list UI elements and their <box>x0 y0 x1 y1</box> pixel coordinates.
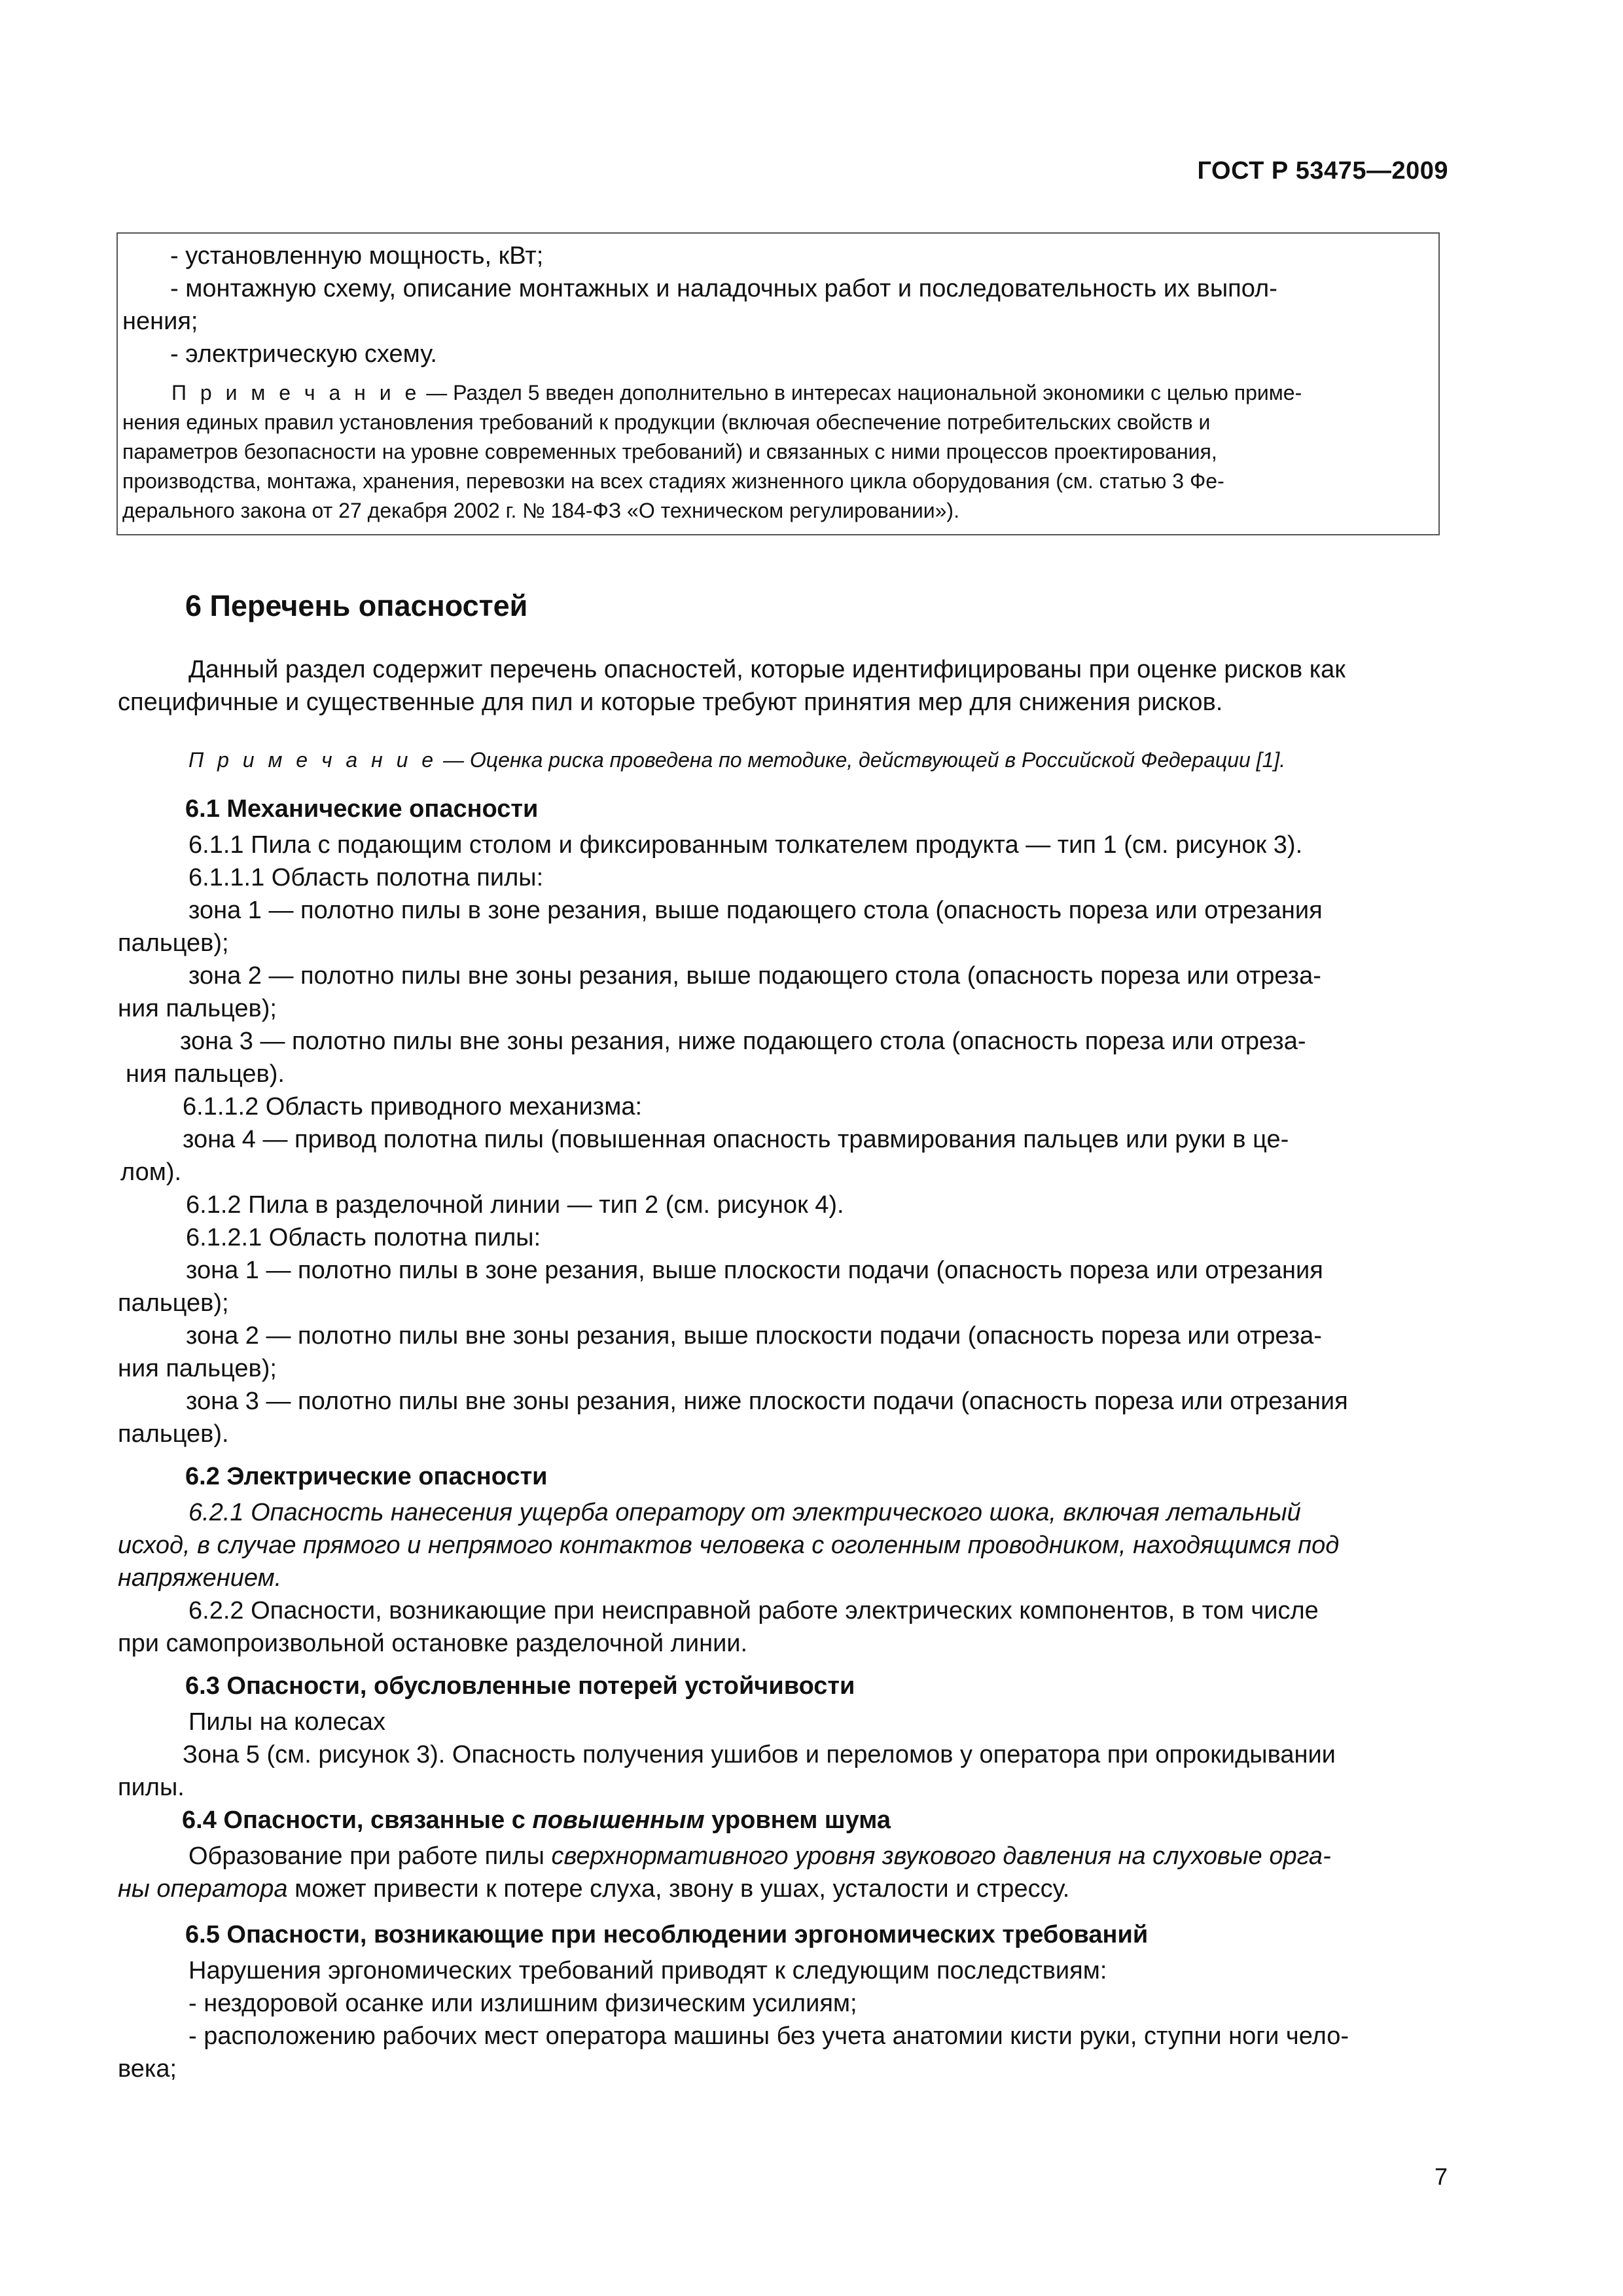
text-line: исход, в случае прямого и непрямого контактов человека с оголенным проводником, находящимся под <box>118 1532 1340 1559</box>
text-line: зона 2 — полотно пилы вне зоны резания, выше подающего стола (опасность пореза или отреза- <box>188 962 1321 990</box>
text-line: 6.1.1 Пила с подающим столом и фиксированным толкателем продукта — тип 1 (см. рисунок 3). <box>188 831 1303 859</box>
box-note-line: нения единых правил установления требований к продукции (включая обеспечение потребительских свойств и <box>122 410 1211 434</box>
box-note-line: производства, монтажа, хранения, перевозки на всех стадиях жизненного цикла оборудования (см. статью 3 Фе- <box>122 469 1224 493</box>
text-line: зона 1 — полотно пилы в зоне резания, выше подающего стола (опасность пореза или отрезания <box>188 897 1323 924</box>
subsection-6-1-title: 6.1 Механические опасности <box>185 795 539 823</box>
text-line: Нарушения эргономических требований приводят к следующим последствиям: <box>188 1957 1107 1984</box>
text-line: пальцев); <box>118 1289 229 1317</box>
text-line: зона 2 — полотно пилы вне зоны резания, выше плоскости подачи (опасность пореза или отреза- <box>186 1322 1322 1350</box>
text-line: напряжением. <box>118 1564 282 1592</box>
text-line: 6.1.1.2 Область приводного механизма: <box>183 1093 643 1121</box>
text-line: 6.2.2 Опасности, возникающие при неисправной работе электрических компонентов, в том числе <box>188 1597 1319 1624</box>
text-line: - расположению рабочих мест оператора машины без учета анатомии кисти руки, ступни ноги чело- <box>188 2022 1349 2050</box>
subsection-6-4-title: 6.4 Опасности, связанные с повышенным уровнем шума <box>182 1806 891 1834</box>
box-line: - электрическую схему. <box>170 340 437 368</box>
text-line: ния пальцев). <box>126 1060 285 1088</box>
note-label: П р и м е ч а н и е <box>188 748 438 772</box>
text-line: лом). <box>120 1158 182 1186</box>
boxed-section-continuation <box>116 232 1440 535</box>
page-number: 7 <box>1434 2163 1448 2190</box>
text-line: Пилы на колесах <box>188 1708 386 1736</box>
text-line: 6.2.1 Опасность нанесения ущерба оператору от электрического шока, включая летальный <box>188 1499 1301 1526</box>
subsection-6-2-title: 6.2 Электрические опасности <box>185 1463 548 1490</box>
text-line: Зона 5 (см. рисунок 3). Опасность получения ушибов и переломов у оператора при опрокидывании <box>183 1741 1336 1768</box>
text-line: 6.1.2 Пила в разделочной линии — тип 2 (см. рисунок 4). <box>186 1191 844 1219</box>
text-line: ны оператора может привести к потере слуха, звону в ушах, усталости и стрессу. <box>118 1875 1070 1903</box>
box-line: нения; <box>122 308 198 335</box>
text-line: зона 3 — полотно пилы вне зоны резания, ниже подающего стола (опасность пореза или отреза- <box>180 1028 1306 1055</box>
section-6-intro: Данный раздел содержит перечень опасностей, которые идентифицированы при оценке рисков как <box>188 656 1346 683</box>
text-line: пальцев); <box>118 929 229 957</box>
note-label: П р и м е ч а н и е <box>171 381 421 404</box>
text-line: зона 4 — привод полотна пилы (повышенная опасность травмирования пальцев или руки в це- <box>183 1126 1289 1153</box>
text-line: ния пальцев); <box>118 1355 277 1382</box>
section-6-intro: специфичные и существенные для пил и которые требуют принятия мер для снижения рисков. <box>118 689 1223 716</box>
box-note-line: П р и м е ч а н и е — Раздел 5 введен дополнительно в интересах национальной экономики с целью приме- <box>171 381 1302 404</box>
section-6-title: 6 Перечень опасностей <box>185 589 528 622</box>
text-line: пальцев). <box>118 1420 229 1448</box>
text-line: зона 1 — полотно пилы в зоне резания, выше плоскости подачи (опасность пореза или отрезания <box>186 1257 1323 1284</box>
subsection-6-5-title: 6.5 Опасности, возникающие при несоблюдении эргономических требований <box>185 1921 1149 1948</box>
document-number-header: ГОСТ Р 53475—2009 <box>1197 157 1448 185</box>
box-line: - установленную мощность, кВт; <box>170 242 544 270</box>
text-line: - нездоровой осанке или излишним физическим усилиям; <box>188 1990 857 2017</box>
text-line: Образование при работе пилы сверхнормативного уровня звукового давления на слуховые орга- <box>188 1842 1331 1870</box>
text-line: 6.1.1.1 Область полотна пилы: <box>188 864 544 891</box>
text-line: при самопроизвольной остановке разделочной линии. <box>118 1630 748 1657</box>
box-note-line: параметров безопасности на уровне современных требований) и связанных с ними процессов проектирования, <box>122 440 1217 463</box>
section-6-note: П р и м е ч а н и е — Оценка риска проведена по методике, действующей в Российской Федерации [1]. <box>188 748 1286 772</box>
subsection-6-3-title: 6.3 Опасности, обусловленные потерей устойчивости <box>185 1672 855 1700</box>
text-line: века; <box>118 2055 177 2083</box>
text-line: 6.1.2.1 Область полотна пилы: <box>186 1224 541 1251</box>
text-line: зона 3 — полотно пилы вне зоны резания, ниже плоскости подачи (опасность пореза или отрезания <box>186 1388 1348 1415</box>
box-note-line: дерального закона от 27 декабря 2002 г. № 184-ФЗ «О техническом регулировании»). <box>122 499 959 522</box>
box-line: - монтажную схему, описание монтажных и наладочных работ и последовательность их выпол- <box>170 275 1277 302</box>
text-line: ния пальцев); <box>118 995 277 1022</box>
text-line: пилы. <box>118 1774 185 1801</box>
